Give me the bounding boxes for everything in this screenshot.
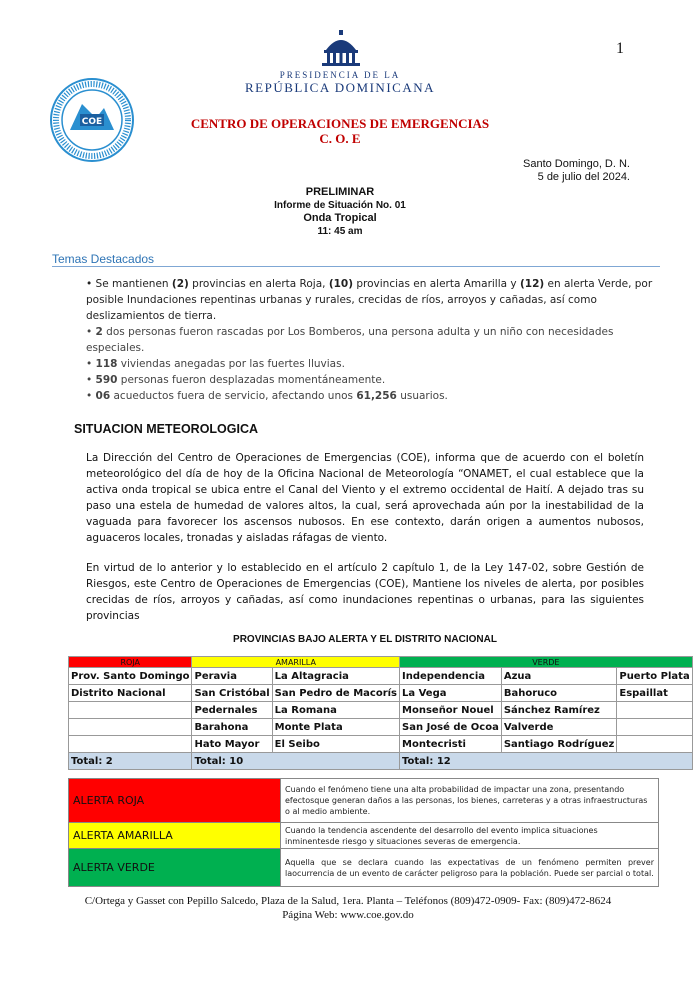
seal-abbr: COE [81,117,103,127]
table-cell: La Vega [400,685,502,702]
date-block [523,158,630,184]
alert-label: ALERTA VERDE [69,849,281,887]
table-cell: Independencia [400,668,502,685]
alert-legend-table [68,778,659,887]
table-cell: San Cristóbal [192,685,272,702]
report-time: 11: 45 am [317,226,363,237]
table-cell [69,719,192,736]
table-cell: La Romana [272,702,399,719]
table-cell: Monseñor Nouel [400,702,502,719]
report-number: Informe de Situación No. 01 [274,200,406,211]
list-item: • 118 viviendas anegadas por las fuertes lluvias. [86,358,345,370]
table-cell [617,719,692,736]
table-row [69,736,693,753]
report-status: PRELIMINAR [305,186,375,198]
meteo-heading: SITUACION METEOROLOGICA [74,422,259,436]
table-cell: Barahona [192,719,272,736]
alert-row-roja [69,779,659,823]
alert-row-amarilla [69,823,659,849]
title-line-2: C. O. E [319,131,361,146]
table-cell: Espaillat [617,685,692,702]
provinces-table-title: PROVINCIAS BAJO ALERTA Y EL DISTRITO NACIONAL [233,634,497,645]
table-row [69,685,693,702]
header-verde: VERDE [400,657,693,668]
topics-divider [52,266,660,267]
table-cell: La Altagracia [272,668,399,685]
meteo-paragraph-2: En virtud de lo anterior y lo establecido en el artículo 2 capítulo 1, de la Ley 147-02, sobre Gestión de Riesgos, este Centro de Operaciones de Emergencias (COE), Mantiene los niveles de alerta, por posibles crecidas de ríos, arroyos y cañadas, así como inundaciones repentinas o urbanas, para las siguientes provincias [86,562,644,622]
table-cell: Montecristi [400,736,502,753]
table-cell [69,702,192,719]
republic-label: REPÚBLICA DOMINICANA [245,80,435,95]
table-cell: Peravia [192,668,272,685]
alert-row-verde [69,849,659,887]
total-roja: Total: 2 [69,753,192,770]
table-cell: Monte Plata [272,719,399,736]
table-cell: Santiago Rodríguez [501,736,617,753]
page-number: 1 [616,40,624,57]
list-item: • 2 dos personas fueron rascadas por Los Bomberos, una persona adulta y un niño con necesidades especiales. [86,326,614,354]
alert-label: ALERTA ROJA [69,779,281,823]
alert-description: Cuando la tendencia ascendente del desarrollo del evento implica situaciones inminentesde riesgo y situaciones severas de emergencia. [281,823,659,849]
table-cell: Hato Mayor [192,736,272,753]
topics-list [86,276,660,404]
table-cell: Valverde [501,719,617,736]
table-cell: Pedernales [192,702,272,719]
footer-web: Página Web: www.coe.gov.do [282,909,414,921]
table-header-row [69,657,693,668]
presidency-label: PRESIDENCIA DE LA [279,70,401,80]
provinces-table [68,656,693,770]
title-line-1: CENTRO DE OPERACIONES DE EMERGENCIAS [190,116,490,131]
list-item: • 06 acueductos fuera de servicio, afectando unos 61,256 usuarios. [86,390,448,402]
table-cell: San José de Ocoa [400,719,502,736]
document-title [170,116,510,146]
alert-description: Cuando el fenómeno tiene una alta probabilidad de impactar una zona, presentando efectosque generan daños a las personas, los bienes, carreteras y a otras infraestructuras o al medio ambiente. [281,779,659,823]
table-cell: Puerto Plata [617,668,692,685]
date-place: Santo Domingo, D. N. [523,158,630,170]
topics-heading: Temas Destacados [52,252,155,266]
report-event: Onda Tropical [303,212,377,224]
table-row [69,719,693,736]
totals-row [69,753,693,770]
list-item: • 590 personas fueron desplazadas momentáneamente. [86,374,386,386]
alert-description: Aquella que se declara cuando las expectativas de un fenómeno permiten prever laocurrencia de un evento de carácter peligroso para la población. Puede ser parcial o total. [281,849,659,887]
report-heading [240,186,440,238]
date-day: 5 de julio del 2024. [537,171,630,183]
table-row [69,702,693,719]
table-cell: Azua [501,668,617,685]
table-cell: Bahoruco [501,685,617,702]
footer-address: C/Ortega y Gasset con Pepillo Salcedo, Plaza de la Salud, 1era. Planta – Teléfonos (809)472-0909- Fax: (809)472-8624 [84,895,612,907]
list-item: • Se mantienen (2) provincias en alerta Roja, (10) provincias en alerta Amarilla y (12) en alerta Verde, por posible Inundaciones repentinas urbanas y rurales, crecidas de ríos, arroyos y cañadas, así como deslizamientos de tierra. [86,278,653,322]
presidency-crest-logo [318,28,364,68]
table-cell [69,736,192,753]
total-amarilla: Total: 10 [192,753,400,770]
footer [40,894,656,922]
header-amarilla: AMARILLA [192,657,400,668]
meteo-paragraph-1: La Dirección del Centro de Operaciones de Emergencias (COE), informa que de acuerdo con el boletín meteorológico del día de hoy de la Oficina Nacional de Meteorología “ONAMET, el cual establece que la activa onda tropical se ubica entre el Canal del Viento y el extremo occidental de Haití. A dejado tras su paso una estela de humedad de valores altos, la cual, será aprovechada aún por la inestabilidad de la vaguada para favorecer los ascensos nubosos. En ese contexto, darán origen a aumentos nubosos, aguaceros locales, tronadas y aisladas ráfagas de viento. [86,452,644,544]
table-cell: San Pedro de Macorís [272,685,399,702]
table-cell: Prov. Santo Domingo [69,668,192,685]
header-roja: ROJA [69,657,192,668]
table-cell: Sánchez Ramírez [501,702,617,719]
table-cell [617,736,692,753]
alert-label: ALERTA AMARILLA [69,823,281,849]
table-row [69,668,693,685]
coe-seal-logo [50,78,134,162]
total-verde: Total: 12 [400,753,693,770]
table-cell: El Seibo [272,736,399,753]
table-cell: Distrito Nacional [69,685,192,702]
table-cell [617,702,692,719]
